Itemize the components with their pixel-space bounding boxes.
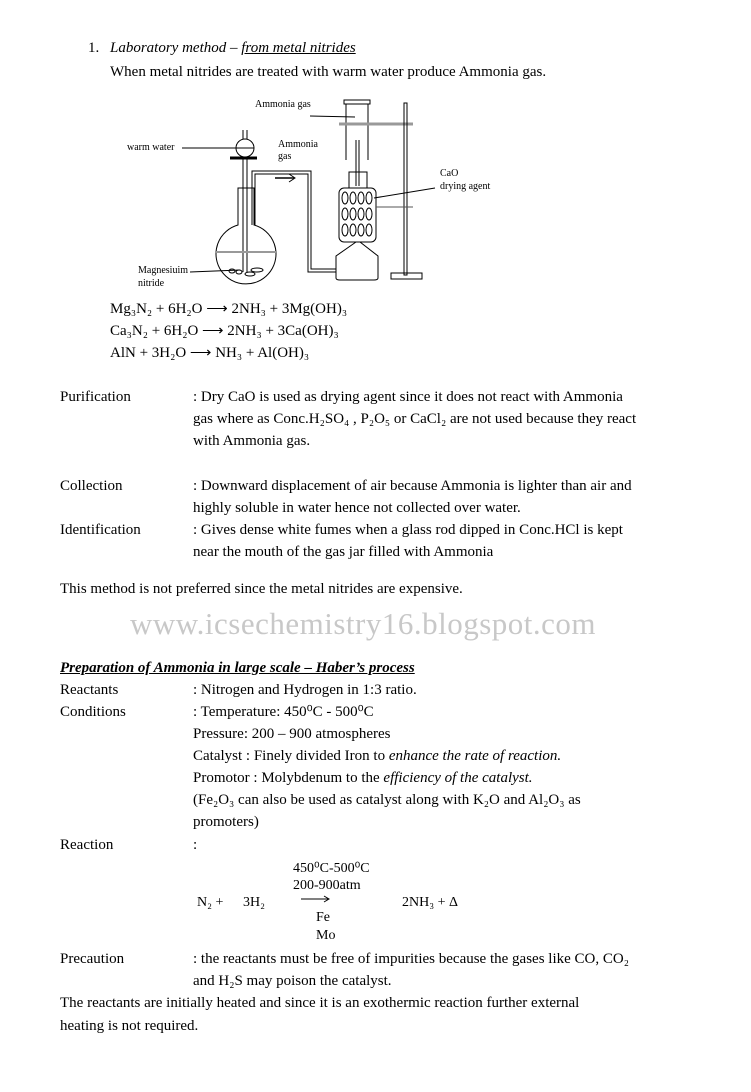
label-ammonia-gas: Ammonia [278, 139, 318, 150]
reactant-h2: 3H₂ [243, 895, 265, 910]
catalyst-purpose: enhance the rate of reaction. [388, 748, 562, 764]
collection-label: Collection [60, 478, 123, 494]
label-nitride: nitride [138, 278, 165, 289]
product: 2NH₃ + Δ [402, 895, 458, 910]
identification-label: Identification [60, 522, 141, 538]
label-magnesium: Magnesiuim [138, 265, 188, 276]
reaction-colon: : [193, 837, 198, 853]
title-prefix: Laboratory method – [110, 40, 242, 56]
gas-jar-lid [344, 100, 370, 104]
precaution-label: Precaution [60, 951, 125, 967]
promotor-text: Promotor : Molybdenum to the [193, 770, 384, 786]
catalyst-fe: Fe [316, 910, 330, 925]
intro-text: When metal nitrides are treated with warm water produce Ammonia gas. [110, 64, 547, 80]
tower-neck [349, 172, 367, 188]
label-cao: CaO [440, 168, 459, 179]
promoter-mo: Mo [316, 928, 336, 943]
haber-heading: Preparation of Ammonia in large scale – Haber’s process [60, 660, 415, 676]
collection-bottle [336, 242, 378, 280]
collection-text: : Downward displacement of air because Ammonia is lighter than air and [193, 478, 632, 494]
label-drying-agent: drying agent [440, 181, 491, 192]
retort-stand [404, 103, 407, 275]
conditions-label: Conditions [60, 704, 126, 720]
promotor [193, 769, 533, 787]
identification-text: : Gives dense white fumes when a glass rod dipped in Conc.HCl is kept [193, 522, 623, 538]
reactants-label: Reactants [60, 682, 119, 698]
note-text: This method is not preferred since the metal nitrides are expensive. [60, 581, 463, 597]
equation-3: AlN + 3H₂O ⟶ NH₃ + Al(OH)₃ [110, 345, 310, 361]
reaction-temperature: 450⁰C-500⁰C [293, 861, 370, 876]
precaution-text: and H₂S may poison the catalyst. [193, 973, 392, 989]
catalyst-text: Catalyst : Finely divided Iron to [193, 748, 389, 764]
catalyst-note: (Fe₂O₃ can also be used as catalyst along with K₂O and Al₂O₃ as [193, 792, 581, 808]
label-warm-water: warm water [127, 142, 175, 153]
equation-1: Mg₃N₂ + 6H₂O ⟶ 2NH₃ + 3Mg(OH)₃ [110, 301, 348, 317]
catalyst [193, 747, 561, 765]
identification-text: near the mouth of the gas jar filled with Ammonia [193, 544, 494, 560]
magnesium-nitride-solid [229, 268, 263, 276]
final-text: heating is not required. [60, 1018, 199, 1034]
section-number: 1. [88, 40, 100, 56]
purification-text: : Dry CaO is used as drying agent since it does not react with Ammonia [193, 389, 623, 405]
cao-granules [342, 192, 372, 236]
purification-text: with Ammonia gas. [193, 433, 311, 449]
title-underlined: from metal nitrides [241, 40, 356, 56]
temperature: : Temperature: 450⁰C - 500⁰C [193, 704, 374, 720]
promotor-purpose: efficiency of the catalyst. [383, 770, 533, 786]
precaution-text: : the reactants must be free of impurities because the gases like CO, CO₂ [193, 951, 629, 967]
label-ammonia-gas-2: gas [278, 151, 292, 162]
equation-2: Ca₃N₂ + 6H₂O ⟶ 2NH₃ + 3Ca(OH)₃ [110, 323, 339, 339]
reactant-n2: N₂ + [197, 895, 224, 910]
collection-text: highly soluble in water hence not collected over water. [193, 500, 521, 516]
watermark: www.icsechemistry16.blogspot.com [130, 606, 596, 641]
purification-label: Purification [60, 389, 131, 405]
pressure: Pressure: 200 – 900 atmospheres [193, 726, 391, 742]
apparatus-diagram [0, 0, 751, 300]
purification-text: gas where as Conc.H₂SO₄ , P₂O₅ or CaCl₂ are not used because they react [193, 411, 637, 427]
label-ammonia-gas-top: Ammonia gas [255, 99, 311, 110]
reaction-pressure: 200-900atm [293, 878, 361, 893]
drying-tower [339, 188, 376, 242]
reactants-value: : Nitrogen and Hydrogen in 1:3 ratio. [193, 682, 417, 698]
final-text: The reactants are initially heated and since it is an exothermic reaction further external [60, 995, 580, 1011]
label-pointer [310, 116, 355, 117]
delivery-tube [252, 171, 336, 269]
reaction-label: Reaction [60, 837, 114, 853]
catalyst-note: promoters) [193, 814, 259, 830]
round-bottom-flask [216, 188, 276, 284]
